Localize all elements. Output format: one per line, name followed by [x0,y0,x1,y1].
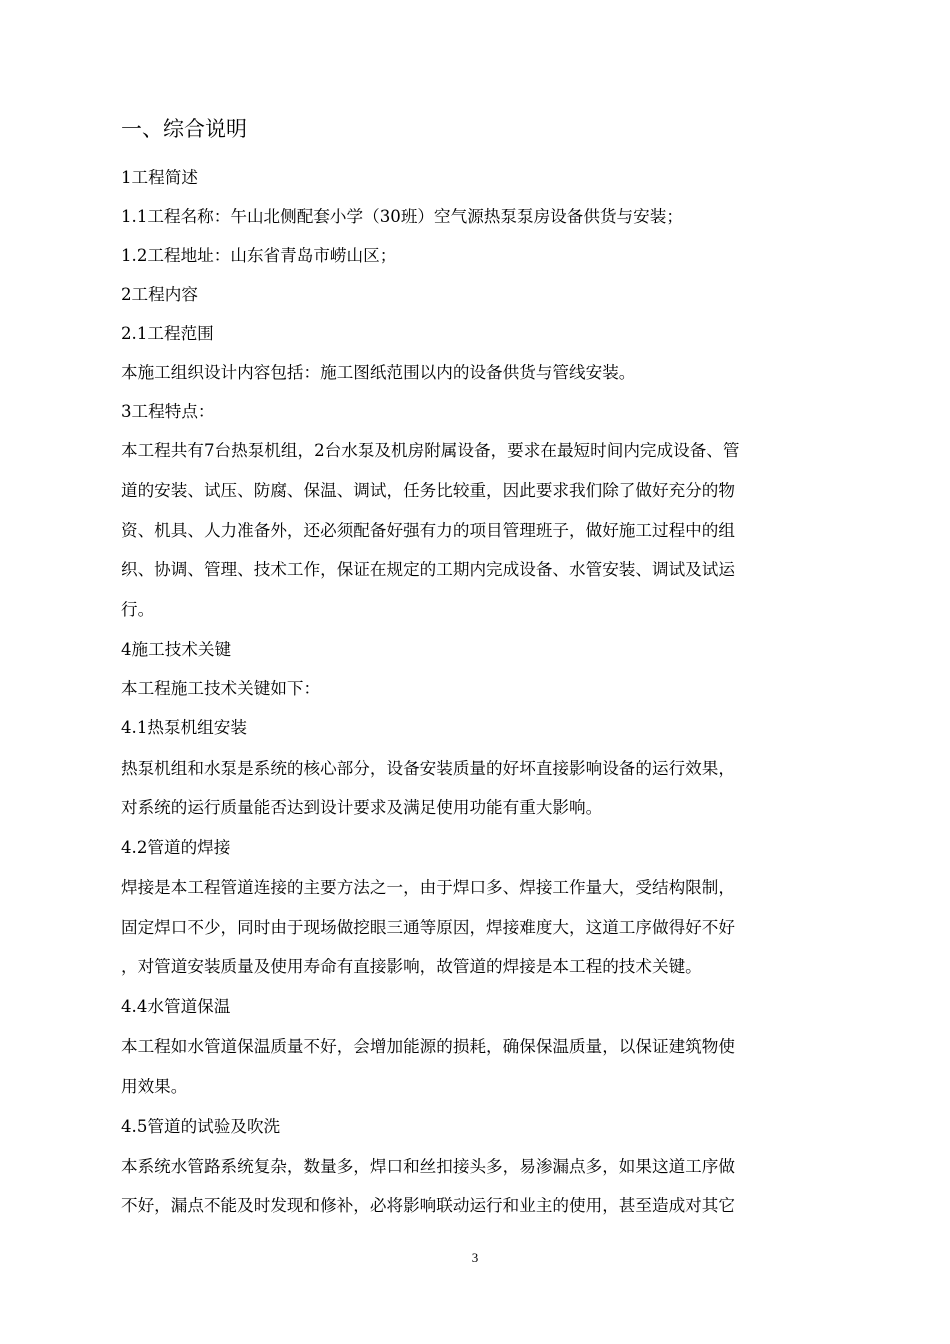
text-line: 2工程内容 [121,285,198,304]
text-line: 资、机具、人力准备外，还必须配备好强有力的项目管理班子，做好施工过程中的组 [121,521,735,540]
text-line: 1工程简述 [121,168,198,187]
text-line: 4.1热泵机组安装 [121,718,247,737]
text-line: 织、协调、管理、技术工作，保证在规定的工期内完成设备、水管安装、调试及试运 [121,560,735,579]
text-line: 4施工技术关键 [121,640,232,659]
text-line: 对系统的运行质量能否达到设计要求及满足使用功能有重大影响。 [121,798,603,817]
text-line: 3工程特点： [121,402,215,421]
text-line: 本工程如水管道保温质量不好，会增加能源的损耗，确保保温质量，以保证建筑物使 [121,1037,735,1056]
text-line: 焊接是本工程管道连接的主要方法之一，由于焊口多、焊接工作量大，受结构限制， [121,878,735,897]
text-line: 2.1工程范围 [121,324,214,343]
text-line: 本工程共有7台热泵机组，2台水泵及机房附属设备，要求在最短时间内完成设备、管 [121,441,740,460]
text-line: 4.4水管道保温 [121,997,231,1016]
page-number: 3 [471,1250,479,1265]
text-line: 固定焊口不少，同时由于现场做挖眼三通等原因，焊接难度大，这道工序做得好不好 [121,918,735,937]
text-line: 4.5管道的试验及吹洗 [121,1117,281,1136]
text-line: 本施工组织设计内容包括：施工图纸范围以内的设备供货与管线安装。 [121,363,636,382]
text-line: 行。 [121,600,155,619]
text-line: 不好，漏点不能及时发现和修补，必将影响联动运行和业主的使用，甚至造成对其它 [121,1196,735,1215]
text-line: 热泵机组和水泵是系统的核心部分，设备安装质量的好坏直接影响设备的运行效果， [121,759,735,778]
text-line: 本系统水管路系统复杂，数量多，焊口和丝扣接头多，易渗漏点多，如果这道工序做 [121,1157,735,1176]
text-line: 用效果。 [121,1077,188,1096]
text-line: 道的安装、试压、防腐、保温、调试，任务比较重，因此要求我们除了做好充分的物 [121,481,735,500]
text-line: 1.1工程名称：午山北侧配套小学（30班）空气源热泵泵房设备供货与安装； [121,207,683,226]
text-line: ，对管道安装质量及使用寿命有直接影响，故管道的焊接是本工程的技术关键。 [121,957,702,976]
text-line: 4.2管道的焊接 [121,838,231,857]
text-line: 本工程施工技术关键如下： [121,679,321,698]
text-line: 1.2工程地址：山东省青岛市崂山区； [121,246,397,265]
section-heading: 一、综合说明 [121,117,247,141]
